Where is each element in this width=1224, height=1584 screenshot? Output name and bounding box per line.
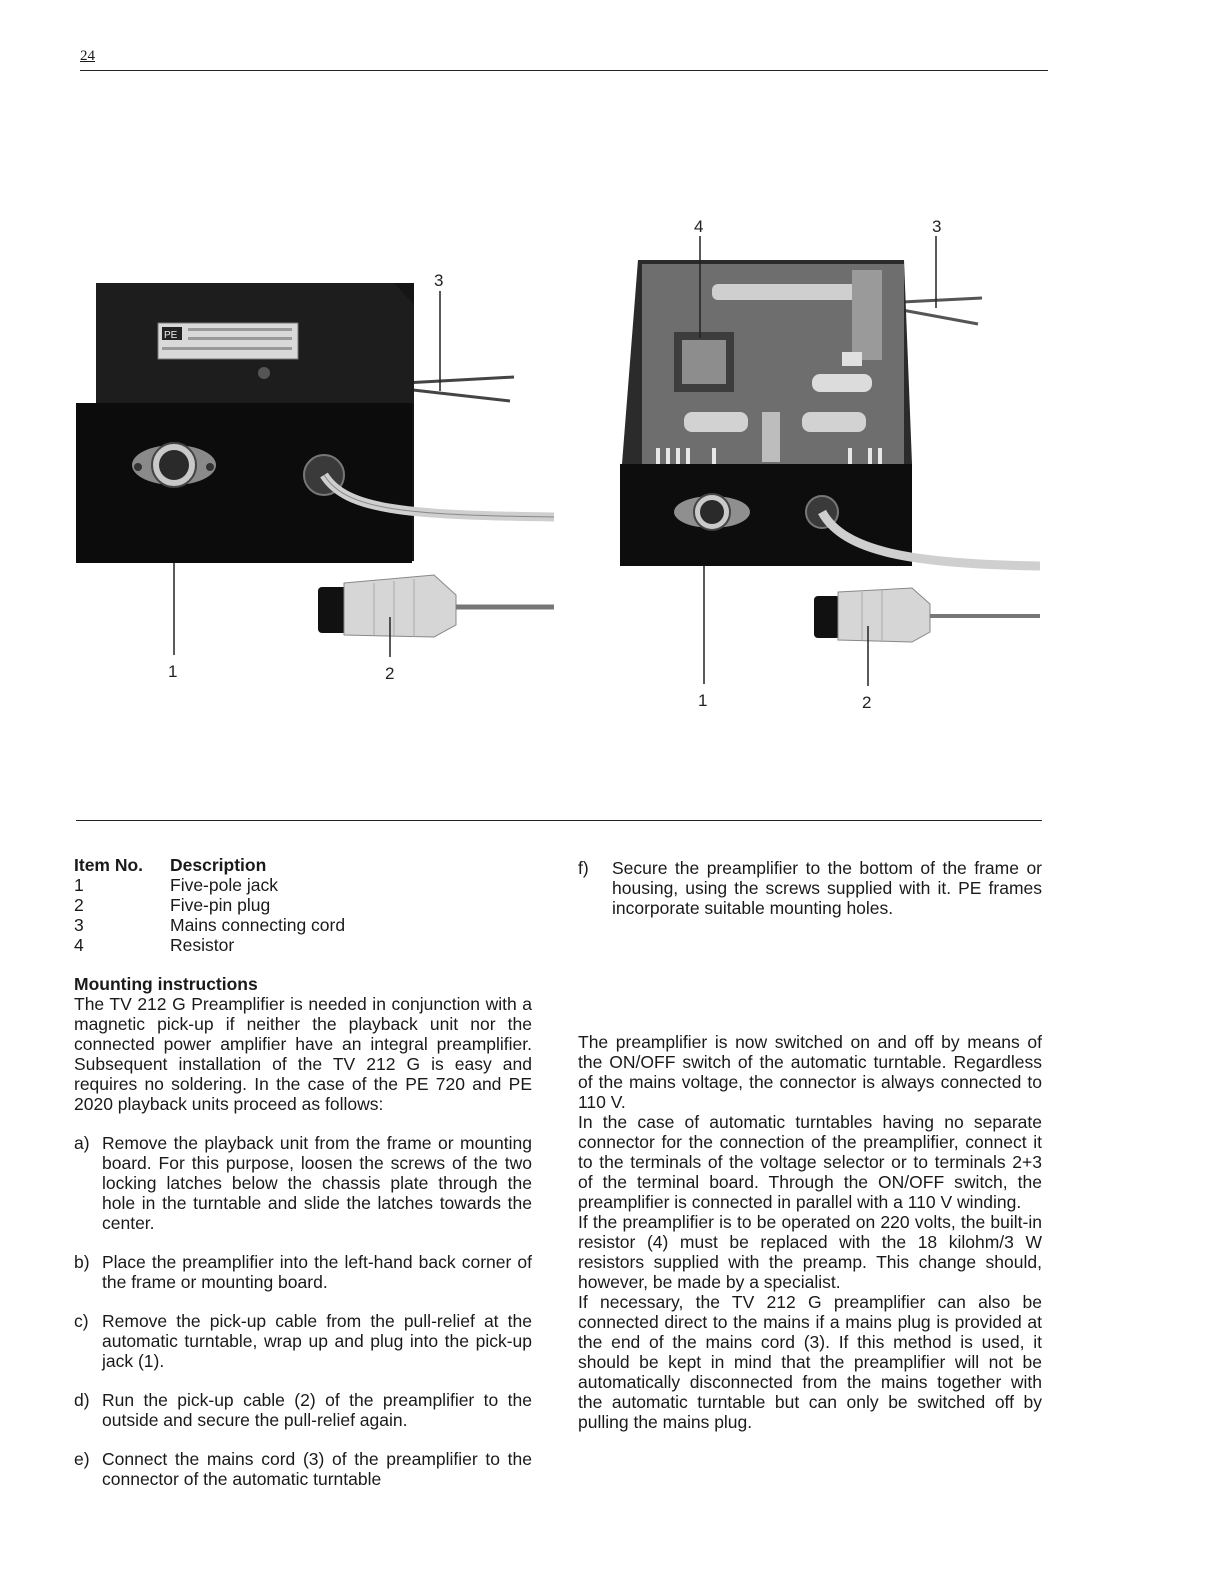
step-d bbox=[74, 1390, 532, 1430]
step-b bbox=[74, 1252, 532, 1292]
item-no: 3 bbox=[74, 915, 84, 935]
header-description: Description bbox=[170, 855, 267, 875]
header-rule bbox=[80, 70, 1048, 71]
item-desc: Mains connecting cord bbox=[170, 915, 346, 935]
mounting-heading: Mounting instructions bbox=[74, 974, 258, 994]
table-row bbox=[74, 875, 345, 895]
section-rule bbox=[76, 820, 1042, 821]
step-text: Connect the mains cord (3) of the preamplifier to the connector of the automatic turntable bbox=[102, 1449, 532, 1489]
step-c bbox=[74, 1311, 532, 1371]
right-column bbox=[578, 858, 1042, 1432]
callout-3: 3 bbox=[932, 217, 942, 236]
item-desc: Five-pin plug bbox=[170, 895, 271, 915]
callout-4: 4 bbox=[694, 217, 704, 236]
paragraph-no-connector: In the case of automatic turntables having no separate connector for the connection of the preamplifier, connect it to the terminals of the voltage selector or to terminals 2+3 of the terminal board. Through the ON/OFF switch, the preamplifier is connected in parallel with a 110 V winding. bbox=[578, 1112, 1042, 1212]
step-text: Run the pick-up cable (2) of the preamplifier to the outside and secure the pull-relief again. bbox=[102, 1390, 532, 1430]
item-desc: Resistor bbox=[170, 935, 235, 955]
callout-1: 1 bbox=[168, 662, 178, 681]
items-table bbox=[74, 855, 345, 955]
paragraph-220v: If the preamplifier is to be operated on 220 volts, the built-in resistor (4) must be replaced with the 18 kilohm/3 W resistors supplied with the preamp. This change should, however, be made by a specialist. bbox=[578, 1212, 1042, 1292]
table-row bbox=[74, 935, 345, 955]
left-column bbox=[74, 855, 532, 1489]
step-text: Remove the playback unit from the frame or mounting board. For this purpose, loosen the screws of the two locking latches below the chassis plate through the hole in the turntable and slide the latches towards the center. bbox=[102, 1133, 532, 1233]
figure-preamp-closed bbox=[74, 265, 564, 685]
mounting-intro: The TV 212 G Preamplifier is needed in conjunction with a magnetic pick-up if neither the playback unit nor the connected power amplifier have an integral preamplifier. Subsequent installation of the TV 212 G is easy and requires no soldering. In the case of the PE 720 and PE 2020 playback units proceed as follows: bbox=[74, 994, 532, 1114]
header-item-no: Item No. bbox=[74, 855, 144, 875]
callout-2: 2 bbox=[862, 693, 872, 712]
step-label: e) bbox=[74, 1449, 90, 1469]
paragraph-switching: The preamplifier is now switched on and off by means of the ON/OFF switch of the automatic turntable. Regardless of the mains voltage, the connector is always connected to 110 V. bbox=[578, 1032, 1042, 1112]
callout-1: 1 bbox=[698, 691, 708, 710]
operation-notes bbox=[578, 1032, 1042, 1432]
callout-2: 2 bbox=[385, 664, 395, 683]
paragraph-direct-mains: If necessary, the TV 212 G preamplifier can also be connected direct to the mains if a mains plug is provided at the end of the mains cord (3). If this method is used, it should be kept in mind that the preamplifier will not be automatically disconnected from the mains together with the automatic turntable but can only be switched off by pulling the mains plug. bbox=[578, 1292, 1042, 1432]
callout-3: 3 bbox=[434, 271, 444, 290]
item-no: 2 bbox=[74, 895, 84, 915]
step-label: b) bbox=[74, 1252, 90, 1272]
items-table-header bbox=[74, 855, 345, 875]
item-no: 1 bbox=[74, 875, 84, 895]
step-a bbox=[74, 1133, 532, 1233]
step-label: d) bbox=[74, 1390, 90, 1410]
table-row bbox=[74, 915, 345, 935]
table-row bbox=[74, 895, 345, 915]
step-f bbox=[578, 858, 1042, 918]
step-text: Place the preamplifier into the left-hand back corner of the frame or mounting board. bbox=[102, 1252, 532, 1292]
item-no: 4 bbox=[74, 935, 84, 955]
item-desc: Five-pole jack bbox=[170, 875, 278, 895]
step-e bbox=[74, 1449, 532, 1489]
label-plate-logo: PE bbox=[164, 330, 178, 341]
figure-preamp-open bbox=[612, 212, 1044, 712]
step-label: c) bbox=[74, 1311, 89, 1331]
step-text: Remove the pick-up cable from the pull-relief at the automatic turntable, wrap up and plug into the pick-up jack (1). bbox=[102, 1311, 532, 1371]
step-label: a) bbox=[74, 1133, 90, 1153]
page-number: 24 bbox=[80, 48, 95, 64]
step-text: Secure the preamplifier to the bottom of the frame or housing, using the screws supplied with it. PE frames incorporate suitable mounting holes. bbox=[612, 858, 1042, 918]
step-label: f) bbox=[578, 858, 589, 878]
